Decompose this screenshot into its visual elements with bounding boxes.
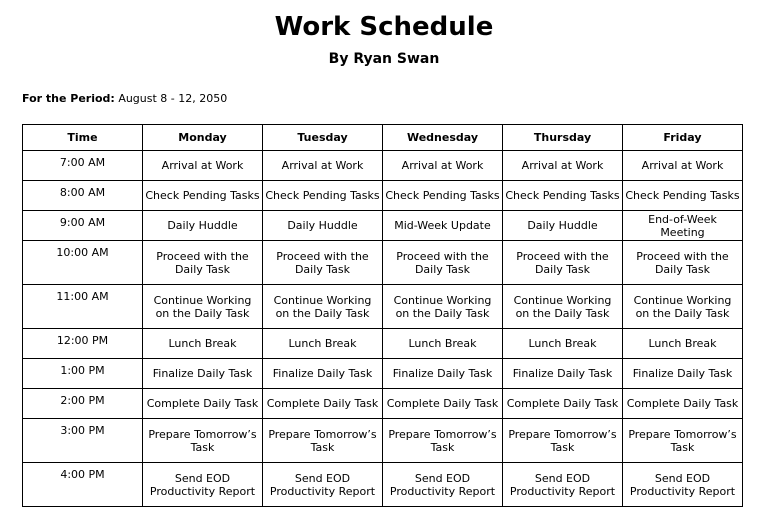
time-cell: 4:00 PM <box>23 463 143 507</box>
schedule-cell: Check Pending Tasks <box>623 181 743 211</box>
schedule-cell: Continue Working on the Daily Task <box>143 285 263 329</box>
schedule-cell: Prepare Tomorrow’s Task <box>263 419 383 463</box>
schedule-cell: Lunch Break <box>623 329 743 359</box>
schedule-cell: Mid-Week Update <box>383 211 503 241</box>
header-friday: Friday <box>623 125 743 151</box>
schedule-cell: Daily Huddle <box>263 211 383 241</box>
schedule-cell: Arrival at Work <box>263 151 383 181</box>
table-row <box>23 359 743 389</box>
schedule-cell: Continue Working on the Daily Task <box>503 285 623 329</box>
time-cell: 11:00 AM <box>23 285 143 329</box>
table-row <box>23 151 743 181</box>
schedule-cell: Lunch Break <box>383 329 503 359</box>
time-cell: 2:00 PM <box>23 389 143 419</box>
header-row <box>23 125 743 151</box>
schedule-cell: Lunch Break <box>143 329 263 359</box>
schedule-table <box>22 124 743 507</box>
table-row <box>23 181 743 211</box>
schedule-cell: Complete Daily Task <box>143 389 263 419</box>
table-row <box>23 329 743 359</box>
schedule-cell: Send EOD Productivity Report <box>503 463 623 507</box>
table-row <box>23 241 743 285</box>
schedule-cell: Finalize Daily Task <box>623 359 743 389</box>
table-row <box>23 419 743 463</box>
schedule-cell: Finalize Daily Task <box>263 359 383 389</box>
time-cell: 10:00 AM <box>23 241 143 285</box>
schedule-cell: Lunch Break <box>263 329 383 359</box>
schedule-cell: Send EOD Productivity Report <box>623 463 743 507</box>
schedule-cell: Send EOD Productivity Report <box>143 463 263 507</box>
schedule-cell: Complete Daily Task <box>503 389 623 419</box>
schedule-cell: Check Pending Tasks <box>263 181 383 211</box>
schedule-cell: Check Pending Tasks <box>503 181 623 211</box>
schedule-cell: Daily Huddle <box>143 211 263 241</box>
period-value: August 8 - 12, 2050 <box>118 92 228 105</box>
time-cell: 1:00 PM <box>23 359 143 389</box>
header-tuesday: Tuesday <box>263 125 383 151</box>
schedule-cell: Arrival at Work <box>623 151 743 181</box>
schedule-cell: Prepare Tomorrow’s Task <box>623 419 743 463</box>
time-cell: 9:00 AM <box>23 211 143 241</box>
schedule-cell: Arrival at Work <box>503 151 623 181</box>
schedule-cell: Prepare Tomorrow’s Task <box>383 419 503 463</box>
schedule-cell: Complete Daily Task <box>623 389 743 419</box>
schedule-cell: Complete Daily Task <box>263 389 383 419</box>
table-row <box>23 285 743 329</box>
time-cell: 7:00 AM <box>23 151 143 181</box>
schedule-cell: Proceed with the Daily Task <box>503 241 623 285</box>
schedule-cell: Arrival at Work <box>383 151 503 181</box>
schedule-cell: Continue Working on the Daily Task <box>383 285 503 329</box>
time-cell: 3:00 PM <box>23 419 143 463</box>
schedule-cell: Send EOD Productivity Report <box>383 463 503 507</box>
schedule-cell: Proceed with the Daily Task <box>383 241 503 285</box>
schedule-cell: Check Pending Tasks <box>143 181 263 211</box>
schedule-cell: Finalize Daily Task <box>383 359 503 389</box>
schedule-cell: Proceed with the Daily Task <box>143 241 263 285</box>
schedule-cell: Arrival at Work <box>143 151 263 181</box>
schedule-cell: Check Pending Tasks <box>383 181 503 211</box>
schedule-cell: Proceed with the Daily Task <box>623 241 743 285</box>
schedule-cell: Finalize Daily Task <box>143 359 263 389</box>
header-thursday: Thursday <box>503 125 623 151</box>
table-row <box>23 463 743 507</box>
schedule-cell: Daily Huddle <box>503 211 623 241</box>
header-monday: Monday <box>143 125 263 151</box>
schedule-cell: End-of-Week Meeting <box>623 211 743 241</box>
schedule-cell: Finalize Daily Task <box>503 359 623 389</box>
table-row <box>23 211 743 241</box>
schedule-cell: Lunch Break <box>503 329 623 359</box>
header-wednesday: Wednesday <box>383 125 503 151</box>
header-time: Time <box>23 125 143 151</box>
document-title: Work Schedule <box>274 12 494 42</box>
period-label: For the Period: <box>22 92 115 105</box>
table-row <box>23 389 743 419</box>
schedule-cell: Proceed with the Daily Task <box>263 241 383 285</box>
schedule-cell: Complete Daily Task <box>383 389 503 419</box>
schedule-cell: Continue Working on the Daily Task <box>623 285 743 329</box>
schedule-cell: Prepare Tomorrow’s Task <box>503 419 623 463</box>
time-cell: 12:00 PM <box>23 329 143 359</box>
period-line <box>22 92 227 106</box>
schedule-cell: Prepare Tomorrow’s Task <box>143 419 263 463</box>
time-cell: 8:00 AM <box>23 181 143 211</box>
document-author: By Ryan Swan <box>328 51 440 67</box>
schedule-cell: Continue Working on the Daily Task <box>263 285 383 329</box>
schedule-cell: Send EOD Productivity Report <box>263 463 383 507</box>
